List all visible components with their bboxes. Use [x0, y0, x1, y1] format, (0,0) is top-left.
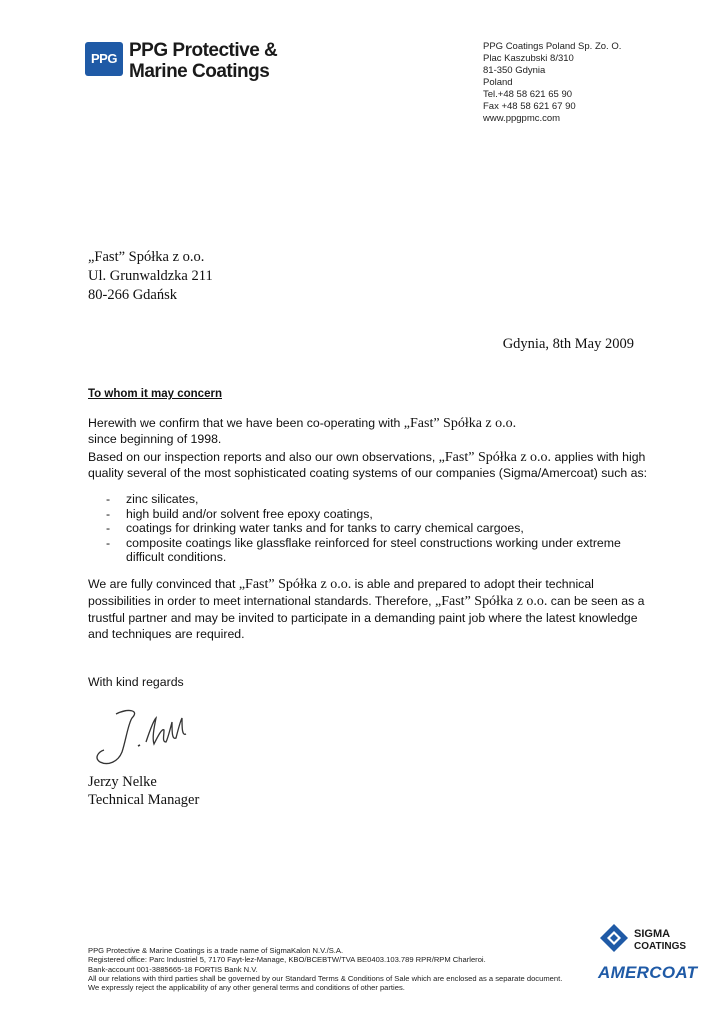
- list-item-text: zinc silicates,: [126, 492, 199, 506]
- closing-regards: With kind regards: [88, 675, 184, 689]
- address-fax: Fax +48 58 621 67 90: [483, 101, 576, 112]
- address-line: PPG Coatings Poland Sp. Zo. O.: [483, 41, 622, 52]
- company-address: [483, 41, 621, 125]
- paragraph-2-text-a: Based on our inspection reports and also our own observations,: [88, 450, 439, 464]
- ppg-logo: [85, 40, 295, 96]
- signer-title: Technical Manager: [88, 792, 200, 808]
- legal-footer: [88, 946, 608, 992]
- letter-date: Gdynia, 8th May 2009: [502, 336, 634, 352]
- list-item-text: coatings for drinking water tanks and for tanks to carry chemical cargoes,: [126, 521, 524, 535]
- signer-name: Jerzy Nelke: [88, 774, 157, 790]
- list-item: [106, 521, 646, 536]
- ppg-logo-line-1: PPG Protective &: [129, 40, 278, 61]
- list-item: [106, 507, 646, 522]
- paragraph-3-text-b: is able and prepared to adopt their technical possibilities in order to meet international standards. Therefore,: [88, 577, 594, 608]
- signer-block: [88, 773, 199, 809]
- handwritten-signature: [88, 700, 208, 770]
- footer-line: Bank-account 001-3885665-18 FORTIS Bank N.V.: [88, 964, 258, 974]
- sigma-coatings-logo: [600, 922, 695, 956]
- company-name: „Fast” Spółka z o.o.: [435, 594, 548, 609]
- amercoat-logo: AMERCOAT: [598, 963, 698, 982]
- list-dash: -: [106, 492, 111, 506]
- footer-line: Registered office: Parc Industriel 5, 7170 Fayt-lez-Manage, KBO/BCEBTW/TVA BE0403.103.789 RPR/RPM Charleroi.: [88, 955, 486, 965]
- paragraph-1-text-b: since beginning of 1998.: [88, 431, 222, 446]
- sigma-logo-line-1: SIGMA: [634, 928, 671, 940]
- recipient-address: [88, 248, 213, 305]
- paragraph-3-text-c: can be seen as a trustful partner and may be invited to participate in a demanding paint job where the latest knowledge and techniques are required.: [88, 594, 645, 641]
- sigma-logo-line-2: COATINGS: [634, 941, 687, 952]
- letter-subject: To whom it may concern: [88, 388, 222, 400]
- list-dash: -: [106, 535, 111, 550]
- company-name: „Fast” Spółka z o.o.: [438, 450, 552, 465]
- list-dash: -: [106, 506, 111, 521]
- list-item: [106, 536, 646, 565]
- address-website: www.ppgpmc.com: [483, 113, 561, 124]
- footer-line: PPG Protective & Marine Coatings is a trade name of SigmaKalon N.V./S.A.: [88, 946, 344, 955]
- sigma-diamond-icon: [600, 924, 628, 952]
- address-line: Poland: [483, 77, 513, 88]
- ppg-logo-text: [129, 40, 277, 82]
- address-line: 81-350 Gdynia: [483, 65, 546, 76]
- list-dash: -: [106, 521, 111, 535]
- paragraph-3: [88, 576, 648, 642]
- list-item-text: high build and/or solvent free epoxy coatings,: [126, 506, 373, 521]
- list-item-text: composite coatings like glassflake reinforced for steel constructions working under extreme difficult conditions.: [126, 535, 621, 564]
- recipient-street: Ul. Grunwaldzka 211: [88, 268, 213, 284]
- footer-line: All our relations with third parties shall be governed by our Standard Terms & Conditions of Sale which are enclosed as a separate document.: [88, 973, 563, 983]
- address-line: Plac Kaszubski 8/310: [483, 53, 574, 64]
- company-name: „Fast” Spółka z o.o.: [403, 416, 517, 431]
- paragraph-2-text-b: applies with high quality several of the most sophisticated coating systems of our companies (Sigma/Amercoat) such as:: [88, 450, 648, 480]
- ppg-logo-mark: PPG: [85, 42, 123, 76]
- company-name: „Fast” Spółka z o.o.: [238, 577, 352, 592]
- paragraph-1: [88, 416, 648, 446]
- recipient-city: 80-266 Gdańsk: [88, 287, 178, 303]
- recipient-name: „Fast” Spółka z o.o.: [88, 249, 205, 265]
- paragraph-2: [88, 450, 648, 480]
- footer-line: We expressly reject the applicability of any other general terms and conditions of other parties.: [88, 983, 405, 993]
- paragraph-1-text-a: Herewith we confirm that we have been co-operating with: [88, 416, 404, 430]
- address-phone: Tel.+48 58 621 65 90: [483, 89, 573, 100]
- ppg-logo-line-2: Marine Coatings: [129, 61, 270, 82]
- list-item: [106, 492, 646, 507]
- paragraph-3-text-a: We are fully convinced that: [88, 577, 239, 591]
- coating-list: [106, 492, 646, 565]
